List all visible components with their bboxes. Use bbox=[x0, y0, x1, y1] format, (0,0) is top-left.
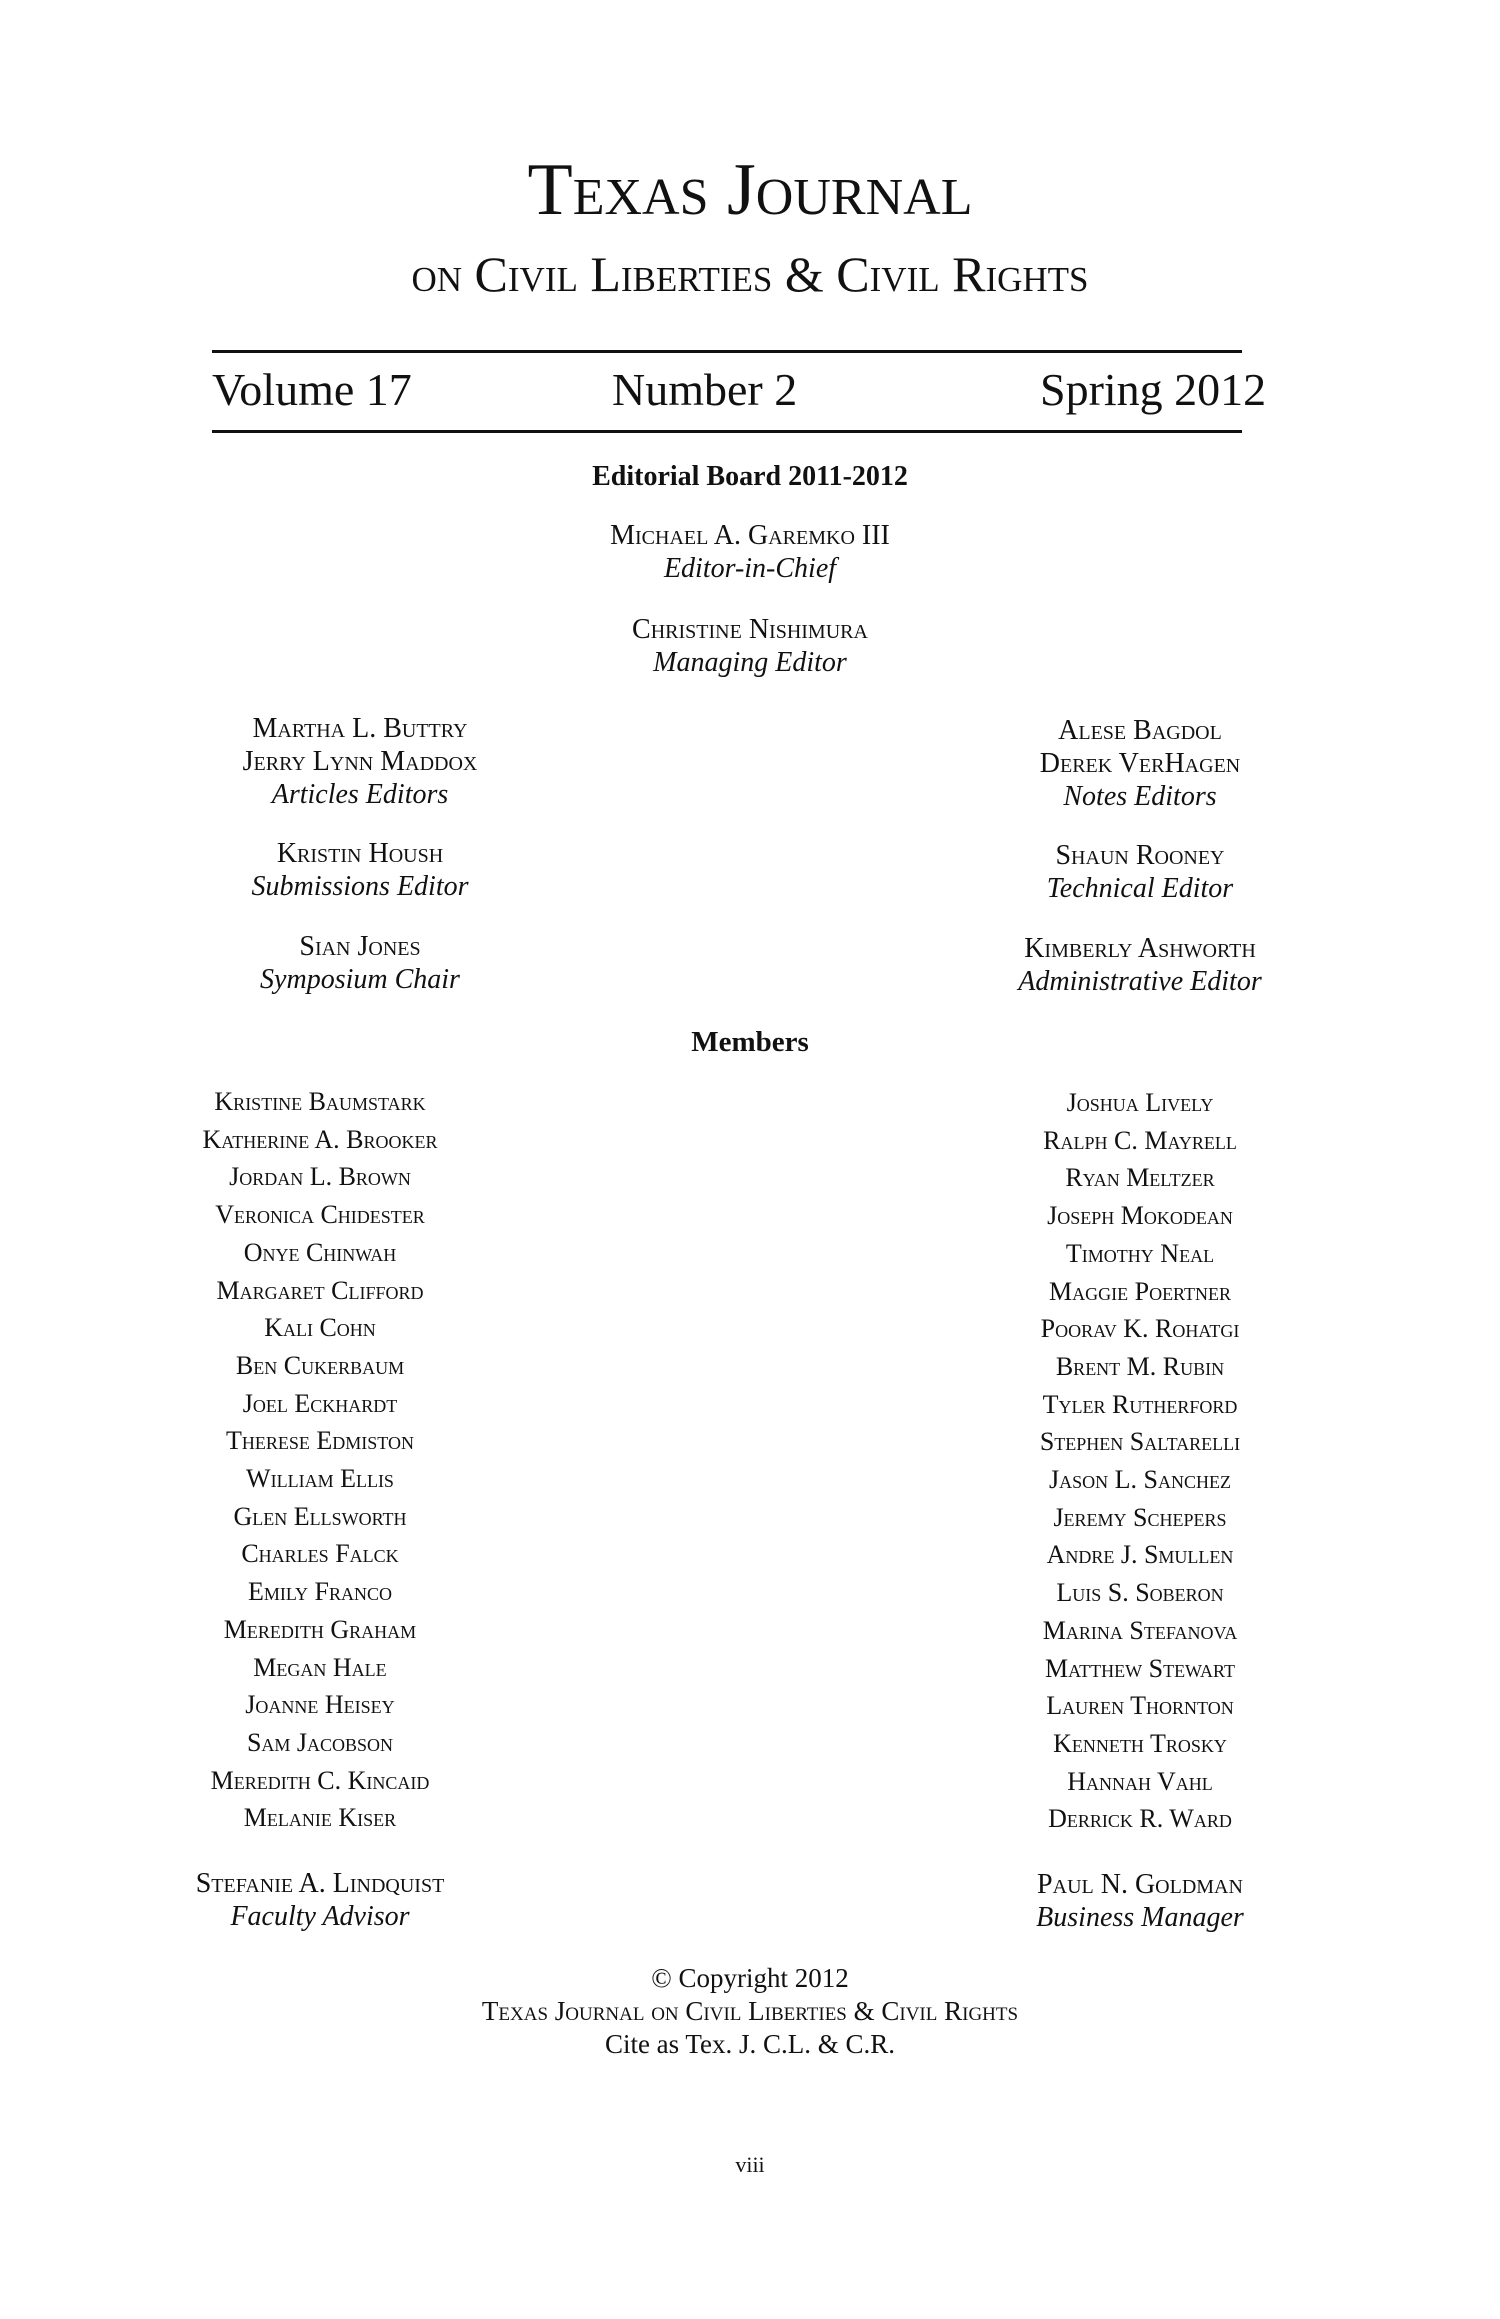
member-name: Therese Edmiston bbox=[226, 1426, 414, 1456]
editor-name: Kimberly Ashworth bbox=[1024, 933, 1256, 964]
submissions-editor-block bbox=[100, 837, 620, 903]
editor-name: Derek VerHagen bbox=[1039, 748, 1241, 779]
member-name: Andre J. Smullen bbox=[1046, 1540, 1234, 1570]
editor-in-chief-role: Editor-in-Chief bbox=[663, 553, 837, 584]
editor-role: Articles Editors bbox=[271, 779, 449, 810]
editor-role: Notes Editors bbox=[1063, 781, 1217, 812]
faculty-advisor-role: Faculty Advisor bbox=[230, 1901, 410, 1932]
managing-editor-name: Christine Nishimura bbox=[632, 614, 868, 645]
member-name: Marina Stefanova bbox=[1042, 1615, 1238, 1645]
administrative-editor-block bbox=[880, 932, 1400, 998]
editor-name: Sian Jones bbox=[299, 931, 421, 962]
member-name: Matthew Stewart bbox=[1045, 1653, 1235, 1683]
editor-role: Submissions Editor bbox=[251, 871, 469, 902]
editor-name: Shaun Rooney bbox=[1055, 840, 1225, 871]
member-name: Emily Franco bbox=[247, 1577, 393, 1607]
member-name: Meredith Graham bbox=[223, 1614, 417, 1644]
member-name: Katherine A. Brooker bbox=[202, 1124, 438, 1154]
journal-subtitle: on Civil Liberties & Civil Rights bbox=[411, 246, 1089, 302]
business-manager-name: Paul N. Goldman bbox=[1037, 1869, 1243, 1900]
faculty-advisor-name: Stefanie A. Lindquist bbox=[195, 1868, 445, 1899]
member-name: Hannah Vahl bbox=[1067, 1766, 1213, 1796]
member-name: Jason L. Sanchez bbox=[1049, 1465, 1231, 1495]
editor-name: Alese Bagdol bbox=[1058, 715, 1222, 746]
member-name: Charles Falck bbox=[241, 1539, 399, 1569]
member-name: Maggie Poertner bbox=[1049, 1276, 1231, 1306]
member-name: Tyler Rutherford bbox=[1042, 1389, 1238, 1419]
business-manager-block bbox=[880, 1868, 1400, 1934]
bottom-rule bbox=[212, 430, 1242, 433]
member-name: Derrick R. Ward bbox=[1048, 1804, 1232, 1834]
journal-title: Texas Journal bbox=[527, 149, 973, 231]
member-name: Joshua Lively bbox=[1066, 1088, 1214, 1117]
member-name: Timothy Neal bbox=[1065, 1238, 1215, 1268]
members-list-left bbox=[80, 1083, 560, 1837]
top-rule bbox=[212, 350, 1242, 353]
member-name: Joel Eckhardt bbox=[242, 1388, 398, 1418]
volume-label: Volume 17 bbox=[212, 364, 412, 415]
member-name: Joseph Mokodean bbox=[1047, 1201, 1233, 1231]
member-name: Jeremy Schepers bbox=[1053, 1502, 1227, 1532]
editor-name: Kristin Housh bbox=[276, 838, 444, 869]
members-heading: Members bbox=[691, 1026, 809, 1058]
member-name: Onye Chinwah bbox=[243, 1237, 397, 1267]
editor-in-chief-name: Michael A. Garemko III bbox=[610, 520, 890, 551]
member-name: Joanne Heisey bbox=[245, 1690, 395, 1720]
member-name: Kali Cohn bbox=[264, 1313, 376, 1343]
editor-role: Administrative Editor bbox=[1018, 966, 1262, 997]
page-number: viii bbox=[735, 2152, 765, 2177]
technical-editor-block bbox=[880, 839, 1400, 905]
editor-role: Technical Editor bbox=[1046, 873, 1234, 904]
copyright-journal: Texas Journal on Civil Liberties & Civil Rights bbox=[481, 1996, 1019, 2026]
member-name: Margaret Clifford bbox=[216, 1275, 424, 1305]
faculty-advisor-block bbox=[80, 1867, 560, 1933]
member-name: Meredith C. Kincaid bbox=[210, 1765, 430, 1795]
member-name: Stephen Saltarelli bbox=[1039, 1427, 1241, 1457]
business-manager-role: Business Manager bbox=[1036, 1902, 1244, 1933]
member-name: Lauren Thornton bbox=[1046, 1691, 1234, 1721]
editor-role: Symposium Chair bbox=[260, 964, 460, 995]
member-name: Veronica Chidester bbox=[215, 1200, 425, 1230]
member-name: Megan Hale bbox=[253, 1652, 387, 1682]
editor-in-chief-block bbox=[0, 519, 1500, 585]
editor-name: Jerry Lynn Maddox bbox=[242, 746, 478, 777]
managing-editor-block bbox=[0, 613, 1500, 679]
copyright-line: © Copyright 2012 bbox=[651, 1963, 849, 1993]
member-name: Glen Ellsworth bbox=[233, 1501, 407, 1531]
member-name: Kenneth Trosky bbox=[1053, 1728, 1227, 1758]
members-list-right bbox=[880, 1084, 1400, 1838]
managing-editor-role: Managing Editor bbox=[653, 647, 847, 678]
number-label: Number 2 bbox=[612, 364, 798, 415]
member-name: Poorav K. Rohatgi bbox=[1040, 1314, 1240, 1344]
member-name: Melanie Kiser bbox=[243, 1803, 397, 1833]
member-name: Luis S. Soberon bbox=[1056, 1578, 1224, 1608]
citation-line: Cite as Tex. J. C.L. & C.R. bbox=[604, 2029, 896, 2059]
member-name: William Ellis bbox=[246, 1464, 394, 1494]
member-name: Ralph C. Mayrell bbox=[1043, 1125, 1237, 1155]
season-label: Spring 2012 bbox=[1040, 364, 1267, 415]
member-name: Ben Cukerbaum bbox=[235, 1350, 405, 1380]
symposium-chair-block bbox=[100, 930, 620, 996]
articles-editors-block bbox=[100, 712, 620, 811]
editorial-board-heading: Editorial Board 2011-2012 bbox=[592, 461, 908, 492]
member-name: Ryan Meltzer bbox=[1065, 1163, 1215, 1193]
notes-editors-block bbox=[880, 714, 1400, 813]
member-name: Sam Jacobson bbox=[246, 1727, 394, 1757]
member-name: Brent M. Rubin bbox=[1055, 1351, 1225, 1381]
editor-name: Martha L. Buttry bbox=[252, 713, 468, 744]
member-name: Kristine Baumstark bbox=[214, 1087, 426, 1116]
member-name: Jordan L. Brown bbox=[229, 1162, 411, 1192]
